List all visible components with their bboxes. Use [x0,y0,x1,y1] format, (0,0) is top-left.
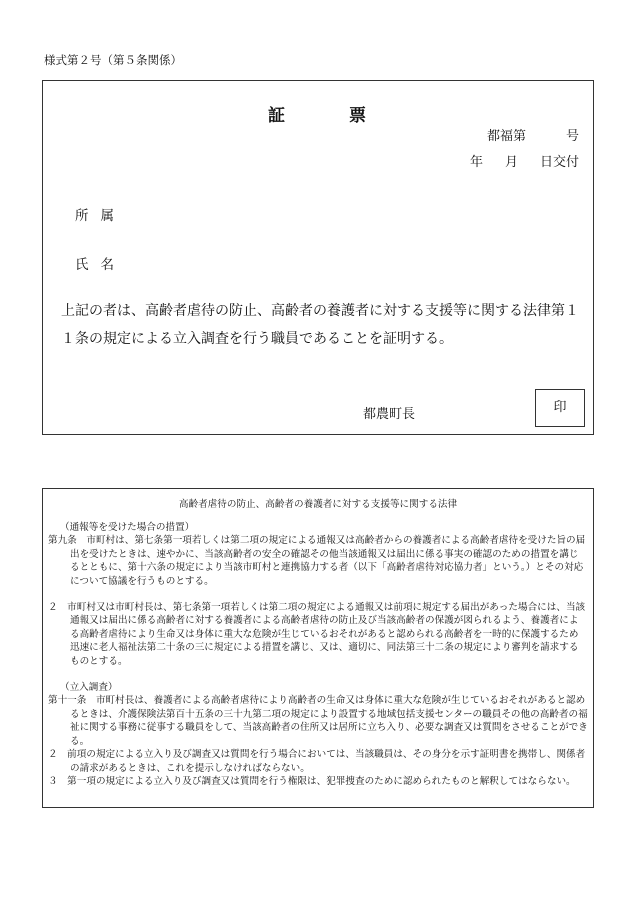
article-caption: （通報等を受けた場合の措置） [60,522,195,533]
article-11-paragraph-3: ３ 第一項の規定による立入り及び調査又は質問を行う権限は、犯罪捜査のために認められたものと解釈してはならない。 [48,775,576,787]
article-9-paragraph-1: 第九条 市町村は、第七条第一項若しくは第二項の規定による通報又は高齢者からの養護者による高齢者虐待を受けた旨の届出を受けたときは、速やかに、当該高齢者の安全の確認その他当該通報又は届出に係る事実の確認のための措置を講じるとともに、第十六条の規定により当該市町村と連携協力する者（以下「高齢者虐待対応協力者」という。）とその対応について協議を行うものとする。 [48,535,586,587]
article-11-paragraph-2: ２ 前項の規定による立入り及び調査又は質問を行う場合においては、当該職員は、その身分を示す証明書を携帯し、関係者の請求があるときは、これを提示しなければならない。 [48,749,586,774]
date-year: 年 [469,155,483,170]
date-month: 月 [504,155,518,170]
article-caption: （立入調査） [60,682,118,694]
title-char-1: 証 [268,106,287,126]
seal-box: 印 [535,389,585,427]
certificate-title [43,101,593,126]
name-label: 氏 名 [75,257,114,273]
law-body [48,521,588,788]
date-issue: 日交付 [539,155,579,170]
article-11-paragraph-1: 第十一条 市町村長は、養護者による高齢者虐待により高齢者の生命又は身体に重大な危険が生じているおそれがあると認めるときは、介護保険法第百十五条の三十九第二項の規定により設置する地域包括支援センターの職員その他の高齢者の福祉に関する事務に従事する職員をして、当該高齢者の住所又は居所に立ち入り、必要な調査又は質問をさせることができる。 [48,695,588,747]
law-title: 高齢者虐待の防止、高齢者の養護者に対する支援等に関する法律 [178,499,458,510]
issue-date [470,151,579,170]
certification-statement: 上記の者は、高齢者虐待の防止、高齢者の養護者に対する支援等に関する法律第１１条の規定による立入調査を行う職員であることを証明する。 [61,303,579,347]
form-number: 様式第２号（第５条関係） [44,53,182,67]
certificate-number [487,125,579,144]
affiliation-label: 所 属 [75,208,114,224]
number-suffix: 号 [565,129,579,144]
certificate-box [42,80,594,435]
title-char-2: 票 [349,106,368,126]
article-9-paragraph-2: ２ 市町村又は市町村長は、第七条第一項若しくは第二項の規定による通報又は前項に規定する届出があった場合には、当該通報又は届出に係る高齢者に対する養護者による高齢者虐待の防止及び当該高齢者の保護が図られるよう、養護者による高齢者虐待により生命又は身体に重大な危険が生じているおそれがあると認められる高齢者を一時的に保護するため迅速に老人福祉法第二十条の三に規定による措置を講じ、又は、適切に、同法第三十二条の規定により審判を請求するものとする。 [48,602,586,667]
number-prefix: 都福第 [486,129,526,144]
issuer-name: 都農町長 [363,407,416,422]
law-excerpt-box [42,488,594,808]
